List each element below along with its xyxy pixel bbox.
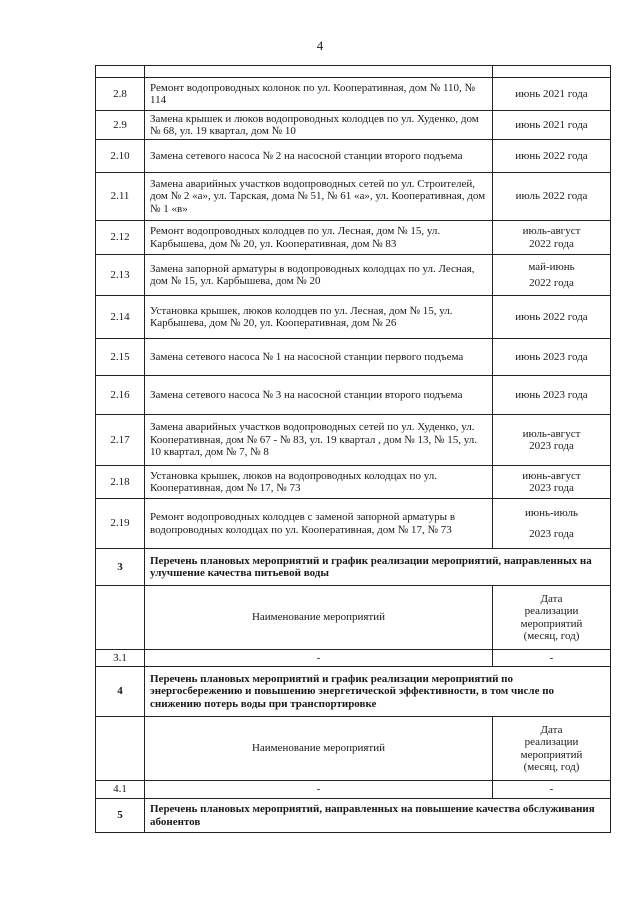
table-row (96, 499, 611, 549)
table-row (96, 140, 611, 173)
event-name: Ремонт водопроводных колодцев по ул. Лесная, дом № 15, ул. Карбышева, дом № 20, ул. Кооперативная, дом № 83 (145, 221, 493, 255)
event-name: Ремонт водопроводных колодцев с заменой запорной арматуры в водопроводных колодцах по ул. Кооперативная, дом № 17, № 73 (145, 499, 493, 549)
section-title: Перечень плановых мероприятий и график реализации мероприятий по энергосбережению и повышению энергетической эффективности, в том числе по снижению потерь воды при транспортировке (145, 667, 611, 717)
continuation-row (96, 66, 611, 78)
row-number: 3.1 (96, 650, 145, 667)
column-header-date: Дата реализации мероприятий (месяц, год) (493, 586, 611, 650)
section-row (96, 799, 611, 833)
row-number: 4.1 (96, 781, 145, 799)
event-date-period: июль-август (522, 427, 581, 440)
table-row (96, 78, 611, 111)
table-row (96, 111, 611, 140)
column-header-row (96, 717, 611, 781)
section-title: Перечень плановых мероприятий и график реализации мероприятий, направленных на улучшение качества питьевой воды (145, 549, 611, 586)
event-date-year: 2022 года (529, 237, 574, 250)
event-name: Ремонт водопроводных колонок по ул. Кооперативная, дом № 110, № 114 (145, 78, 493, 111)
event-name: Установка крышек, люков на водопроводных колодцах по ул. Кооперативная, дом № 17, № 73 (145, 466, 493, 499)
section-title: Перечень плановых мероприятий, направленных на повышение качества обслуживания абонентов (145, 799, 611, 833)
event-name: Установка крышек, люков колодцев по ул. Лесная, дом № 15, ул. Карбышева, дом № 20, ул. Кооперативная, дом № 26 (145, 296, 493, 339)
event-name: Замена аварийных участков водопроводных сетей по ул. Строителей, дом № 2 «а», ул. Тарская, дома № 51, № 61 «а», ул. Кооперативная, дом № 1 «в» (145, 173, 493, 221)
table-row (96, 650, 611, 667)
column-header-row (96, 586, 611, 650)
event-date: июнь 2023 года (493, 339, 611, 376)
row-number: 2.14 (96, 296, 145, 339)
table-row (96, 221, 611, 255)
event-name: - (145, 650, 493, 667)
event-date: июнь 2021 года (493, 111, 611, 140)
event-name: Замена запорной арматуры в водопроводных колодцах по ул. Лесная, дом № 15, ул. Карбышева, дом № 20 (145, 255, 493, 296)
column-header-name: Наименование мероприятий (145, 717, 493, 781)
column-header-name: Наименование мероприятий (145, 586, 493, 650)
event-date (493, 255, 611, 296)
event-date: июнь 2022 года (493, 296, 611, 339)
event-date-year: 2023 года (529, 440, 574, 452)
table-row (96, 339, 611, 376)
event-date-period: июнь-июль (524, 507, 578, 519)
event-date (493, 466, 611, 499)
column-header-date: Дата реализации мероприятий (месяц, год) (493, 717, 611, 781)
event-date-period: июнь-август (522, 469, 581, 482)
event-date-year: 2023 года (529, 527, 574, 540)
event-name: - (145, 781, 493, 799)
row-number: 2.18 (96, 466, 145, 499)
event-date (493, 415, 611, 466)
table-row (96, 781, 611, 799)
event-date (493, 499, 611, 549)
event-date-period: июль-август (522, 225, 581, 237)
table-row (96, 255, 611, 296)
event-name: Замена крышек и люков водопроводных колодцев по ул. Худенко, дом № 68, ул. 19 квартал, дом № 10 (145, 111, 493, 140)
section-row (96, 667, 611, 717)
section-number: 3 (96, 549, 145, 586)
row-number: 2.16 (96, 376, 145, 415)
table-row (96, 415, 611, 466)
event-date: июнь 2022 года (493, 140, 611, 173)
event-name: Замена сетевого насоса № 1 на насосной станции первого подъема (145, 339, 493, 376)
table-row (96, 466, 611, 499)
event-date: - (493, 781, 611, 799)
section-row (96, 549, 611, 586)
section-number: 4 (96, 667, 145, 717)
row-number: 2.8 (96, 78, 145, 111)
event-date-period: май-июнь (528, 260, 575, 273)
event-name: Замена сетевого насоса № 2 на насосной станции второго подъема (145, 140, 493, 173)
event-date: июль 2022 года (493, 173, 611, 221)
table-row (96, 173, 611, 221)
table-row (96, 296, 611, 339)
row-number: 2.9 (96, 111, 145, 140)
table-row (96, 376, 611, 415)
event-name: Замена сетевого насоса № 3 на насосной станции второго подъема (145, 376, 493, 415)
plan-schedule-table (95, 65, 611, 833)
row-number: 2.17 (96, 415, 145, 466)
row-number: 2.12 (96, 221, 145, 255)
page-number: 4 (316, 38, 324, 53)
row-number: 2.15 (96, 339, 145, 376)
event-date-year: 2022 года (529, 277, 574, 289)
row-number: 2.11 (96, 173, 145, 221)
event-date: июнь 2021 года (493, 78, 611, 111)
event-date: июнь 2023 года (493, 376, 611, 415)
row-number: 2.19 (96, 499, 145, 549)
event-date: - (493, 650, 611, 667)
event-date (493, 221, 611, 255)
row-number: 2.10 (96, 140, 145, 173)
section-number: 5 (96, 799, 145, 833)
event-date-year: 2023 года (529, 482, 574, 494)
row-number: 2.13 (96, 255, 145, 296)
event-name: Замена аварийных участков водопроводных сетей по ул. Худенко, ул. Кооперативная, дом № 67 - № 83, ул. 19 квартал , дом № 13, № 15, ул. 10 квартал, дом № 7, № 8 (145, 415, 493, 466)
